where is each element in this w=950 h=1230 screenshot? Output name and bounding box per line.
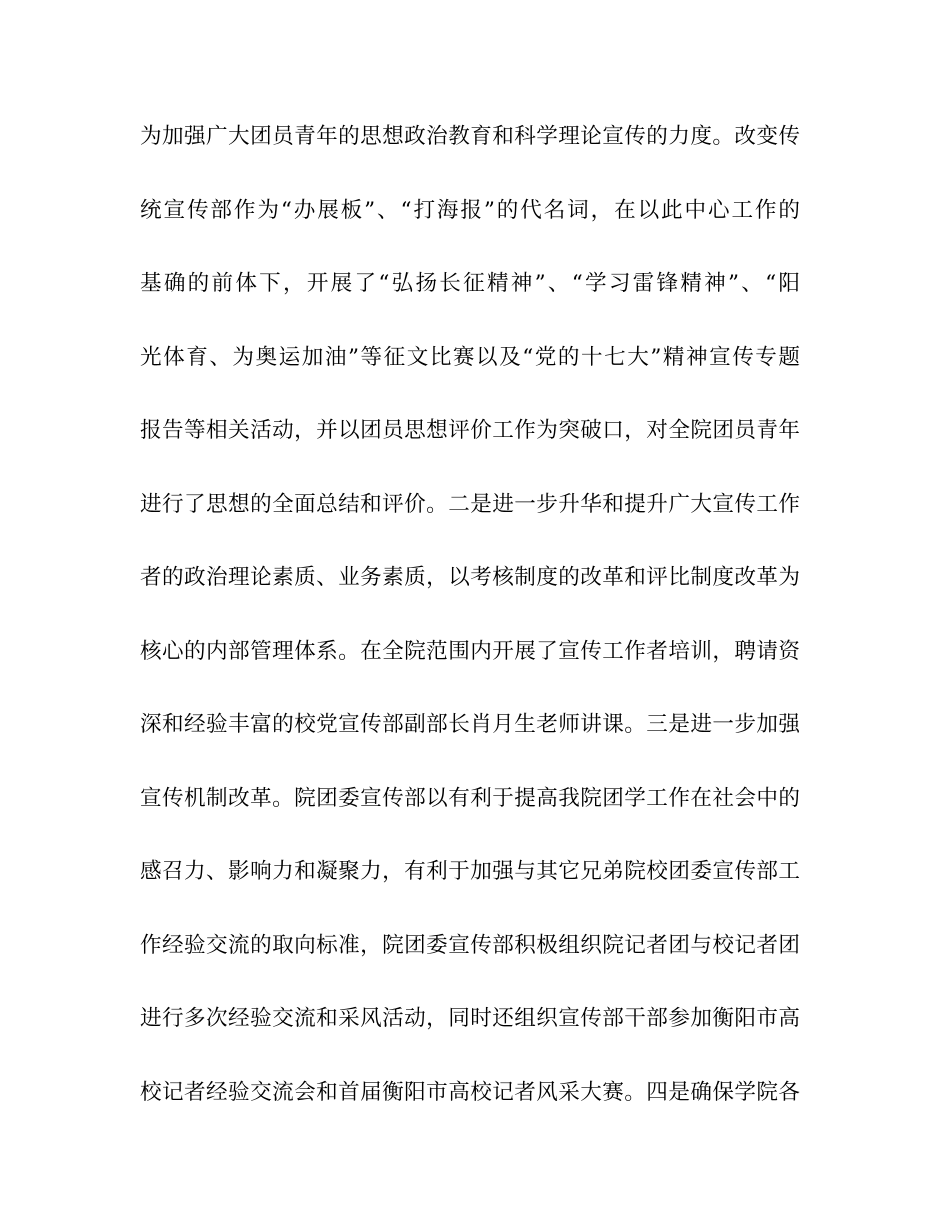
text-line: 感召力、影响力和凝聚力，有利于加强与其它兄弟院校团委宣传部工	[140, 859, 800, 884]
text-line: 宣传机制改革。院团委宣传部以有利于提高我院团学工作在社会中的	[140, 785, 800, 811]
body-text	[140, 121, 800, 1150]
text-line: 报告等相关活动，并以团员思想评价工作为突破口，对全院团员青年	[140, 418, 800, 443]
text-line: 作经验交流的取向标准，院团委宣传部积极组织院记者团与校记者团	[140, 932, 800, 958]
text-line: 进行了思想的全面总结和评价。二是进一步升华和提升广大宣传工作	[140, 491, 800, 517]
text-line: 光体育、为奥运加油”等征文比赛以及“党的十七大”精神宣传专题	[140, 344, 800, 370]
text-line: 校记者经验交流会和首届衡阳市高校记者风采大赛。四是确保学院各	[140, 1079, 800, 1105]
text-line: 统宣传部作为“办展板”、“打海报”的代名词，在以此中心工作的	[140, 197, 800, 223]
text-line: 核心的内部管理体系。在全院范围内开展了宣传工作者培训，聘请资	[140, 638, 800, 664]
text-line: 深和经验丰富的校党宣传部副部长肖月生老师讲课。三是进一步加强	[140, 712, 800, 737]
text-line: 为加强广大团员青年的思想政治教育和科学理论宣传的力度。改变传	[140, 124, 800, 149]
text-line: 者的政治理论素质、业务素质，以考核制度的改革和评比制度改革为	[140, 565, 800, 590]
text-line: 基确的前体下，开展了“弘扬长征精神”、“学习雷锋精神”、“阳	[140, 271, 800, 296]
text-line: 进行多次经验交流和采风活动，同时还组织宣传部干部参加衡阳市高	[140, 1006, 800, 1031]
